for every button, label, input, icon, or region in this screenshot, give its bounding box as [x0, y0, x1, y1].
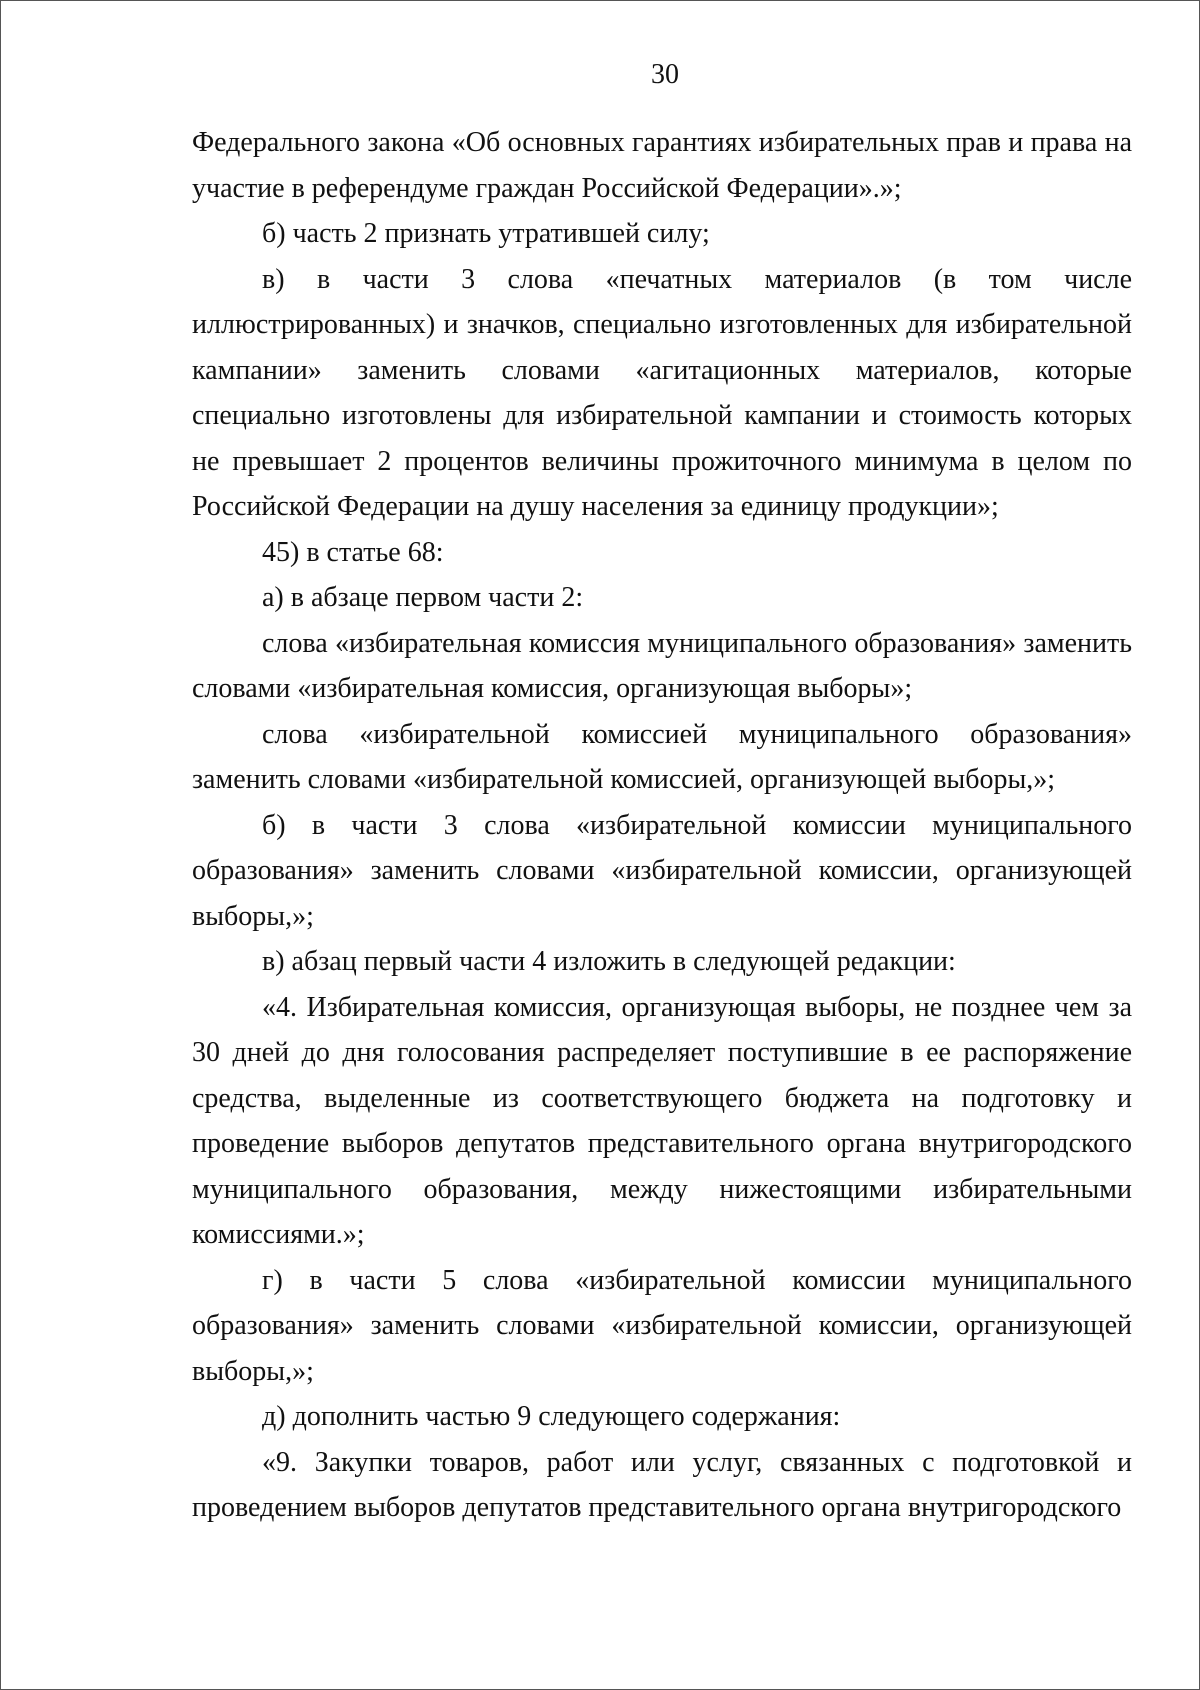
paragraph: «9. Закупки товаров, работ или услуг, связанных с подготовкой и проведением выборов депутатов представительного органа внутригородского: [192, 1446, 1132, 1523]
paragraph: б) в части 3 слова «избирательной комиссии муниципального образования» заменить словами «избирательной комиссии, организующей выборы,»;: [192, 809, 1132, 932]
paragraph: д) дополнить частью 9 следующего содержания:: [262, 1401, 841, 1432]
paragraph: а) в абзаце первом части 2:: [262, 582, 584, 613]
document-body: [192, 120, 1132, 1531]
paragraph: г) в части 5 слова «избирательной комиссии муниципального образования» заменить словами «избирательной комиссии, организующей выборы,»;: [192, 1264, 1132, 1387]
paragraph: слова «избирательная комиссия муниципального образования» заменить словами «избирательная комиссия, организующая выборы»;: [192, 627, 1132, 704]
paragraph: «4. Избирательная комиссия, организующая выборы, не позднее чем за 30 дней до дня голосования распределяет поступившие в ее распоряжение средства, выделенные из соответствующего бюджета на подготовку и проведение выборов депутатов представительного органа внутригородского муниципального образования, между нижестоящими избирательными комиссиями.»;: [192, 991, 1132, 1250]
paragraph: б) часть 2 признать утратившей силу;: [262, 218, 710, 249]
paragraph: в) абзац первый части 4 изложить в следующей редакции:: [262, 946, 956, 977]
paragraph: 45) в статье 68:: [262, 536, 444, 568]
paragraph: в) в части 3 слова «печатных материалов (в том числе иллюстрированных) и значков, специально изготовленных для избирательной кампании» заменить словами «агитационных материалов, которые специально изготовлены для избирательной кампании и стоимость которых не превышает 2 процентов величины прожиточного минимума в целом по Российской Федерации на душу населения за единицу продукции»;: [192, 263, 1132, 522]
paragraph: слова «избирательной комиссией муниципального образования» заменить словами «избирательной комиссией, организующей выборы,»;: [192, 718, 1132, 795]
page-number: 30: [651, 59, 679, 90]
paragraph: Федерального закона «Об основных гарантиях избирательных прав и права на участие в референдуме граждан Российской Федерации».»;: [192, 127, 1132, 204]
